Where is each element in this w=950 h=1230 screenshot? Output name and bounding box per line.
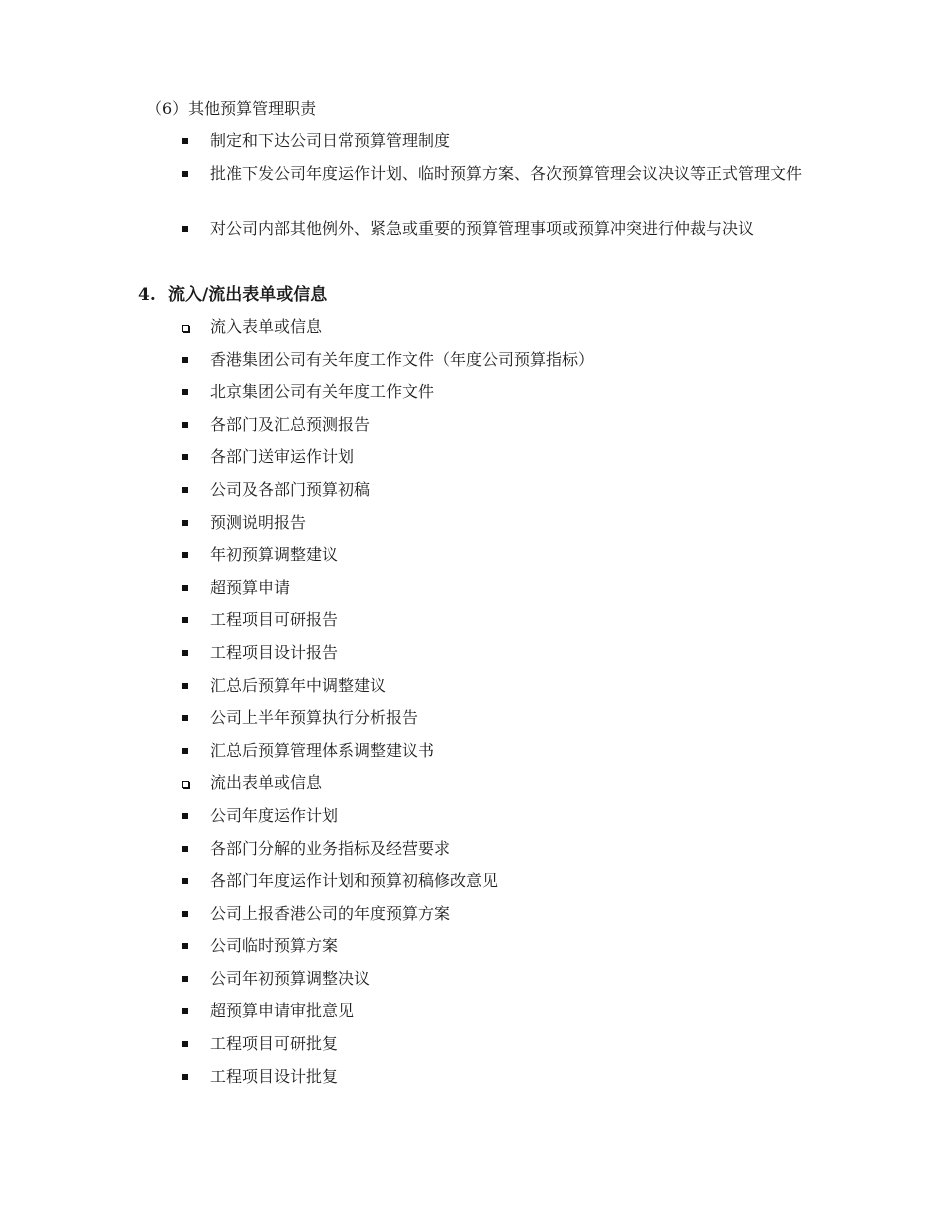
list-item-text: 各部门及汇总预测报告 (210, 414, 371, 434)
list-item-text: 汇总后预算年中调整建议 (210, 675, 387, 695)
list-item-text: 公司年度运作计划 (210, 805, 339, 825)
square-bullet-icon (182, 976, 188, 982)
square-bullet-icon (182, 617, 188, 623)
square-bullet-icon (182, 520, 188, 526)
list-item (0, 805, 950, 838)
list-item-text: 各部门送审运作计划 (210, 447, 355, 467)
list-item-text: 超预算申请审批意见 (210, 1001, 355, 1021)
square-bullet-icon (182, 683, 188, 689)
list-item-text: 公司上报香港公司的年度预算方案 (210, 903, 451, 923)
square-bullet-icon (182, 846, 188, 852)
subsection-heading: （6）其他预算管理职责 (146, 99, 317, 118)
list-item (0, 163, 950, 218)
list-item-text: 各部门年度运作计划和预算初稿修改意见 (210, 871, 499, 891)
list-item (0, 446, 950, 479)
flow-list (0, 316, 950, 1098)
list-item (0, 479, 950, 512)
list-item (0, 544, 950, 577)
list-item-text: 香港集团公司有关年度工作文件（年度公司预算指标） (210, 349, 595, 369)
square-bullet-icon (182, 1074, 188, 1080)
list-item (0, 903, 950, 936)
square-bullet-icon (182, 226, 188, 232)
square-bullet-icon (182, 138, 188, 144)
section-title: 流入/流出表单或信息 (168, 285, 328, 305)
list-item-text: 批准下发公司年度运作计划、临时预算方案、各次预算管理会议决议等正式管理文件 (210, 164, 803, 183)
list-item-text: 公司上半年预算执行分析报告 (210, 708, 419, 728)
section-heading (138, 283, 327, 307)
list-item (0, 707, 950, 740)
list-item-text: 对公司内部其他例外、紧急或重要的预算管理事项或预算冲突进行仲裁与决议 (210, 219, 755, 238)
list-item (0, 381, 950, 414)
list-item-text: 公司及各部门预算初稿 (210, 479, 371, 499)
checkbox-bullet-icon (182, 325, 189, 332)
square-bullet-icon (182, 171, 188, 177)
list-item (0, 642, 950, 675)
list-item (0, 1000, 950, 1033)
list-item (0, 740, 950, 773)
square-bullet-icon (182, 585, 188, 591)
list-item-text: 制定和下达公司日常预算管理制度 (210, 131, 451, 150)
square-bullet-icon (182, 748, 188, 754)
responsibilities-list (0, 130, 950, 251)
square-bullet-icon (182, 487, 188, 493)
square-bullet-icon (182, 715, 188, 721)
list-item-text: 汇总后预算管理体系调整建议书 (210, 740, 435, 760)
square-bullet-icon (182, 878, 188, 884)
list-item (0, 1066, 950, 1099)
list-item (0, 512, 950, 545)
list-item-text: 公司年初预算调整决议 (210, 968, 371, 988)
list-item (0, 577, 950, 610)
square-bullet-icon (182, 813, 188, 819)
list-item (0, 838, 950, 871)
outflow-header-item (0, 772, 950, 805)
list-item (0, 414, 950, 447)
list-item-text: 年初预算调整建议 (210, 545, 339, 565)
list-item-text: 工程项目可研报告 (210, 610, 339, 630)
inflow-header-item (0, 316, 950, 349)
list-item (0, 130, 950, 163)
list-item (0, 218, 950, 251)
list-item (0, 349, 950, 382)
list-item (0, 968, 950, 1001)
square-bullet-icon (182, 943, 188, 949)
square-bullet-icon (182, 422, 188, 428)
section-number: 4. (138, 285, 156, 305)
list-item-text: 预测说明报告 (210, 512, 307, 532)
list-item (0, 675, 950, 708)
list-item (0, 1033, 950, 1066)
square-bullet-icon (182, 552, 188, 558)
list-item-text: 工程项目设计报告 (210, 642, 339, 662)
inflow-label: 流入表单或信息 (210, 317, 323, 336)
list-item (0, 870, 950, 903)
square-bullet-icon (182, 1041, 188, 1047)
square-bullet-icon (182, 389, 188, 395)
checkbox-bullet-icon (182, 781, 189, 788)
outflow-label: 流出表单或信息 (210, 773, 323, 793)
list-item-text: 公司临时预算方案 (210, 936, 339, 956)
square-bullet-icon (182, 911, 188, 917)
list-item-text: 工程项目设计批复 (210, 1066, 339, 1086)
list-item (0, 609, 950, 642)
list-item-text: 超预算申请 (210, 577, 291, 597)
list-item (0, 935, 950, 968)
list-item-text: 北京集团公司有关年度工作文件 (210, 382, 435, 402)
list-item-text: 各部门分解的业务指标及经营要求 (210, 838, 451, 858)
square-bullet-icon (182, 650, 188, 656)
square-bullet-icon (182, 357, 188, 363)
square-bullet-icon (182, 454, 188, 460)
square-bullet-icon (182, 1008, 188, 1014)
list-item-text: 工程项目可研批复 (210, 1034, 339, 1054)
